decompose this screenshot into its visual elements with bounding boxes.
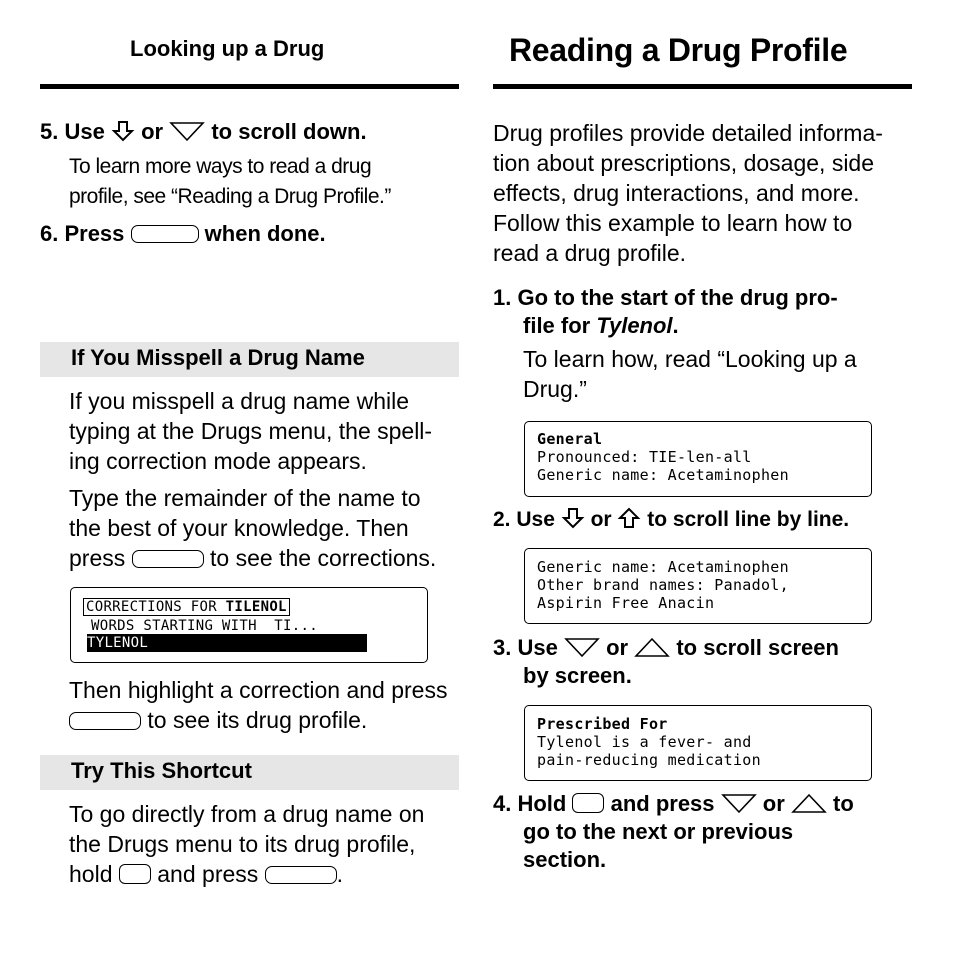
step-6-prefix: 6. Press <box>40 221 125 246</box>
step-1 <box>493 284 838 340</box>
down-triangle-icon <box>169 120 205 142</box>
step-4-line: section. <box>523 847 607 872</box>
misspell-para-line: Type the remainder of the name to <box>69 485 421 511</box>
page-title: Reading a Drug Profile <box>509 32 848 68</box>
step-5-note <box>69 152 391 212</box>
step-4-line <box>493 790 854 818</box>
profile-screen-2 <box>524 548 872 624</box>
step-4-or: or <box>762 791 785 816</box>
profile-screen-1 <box>524 421 872 497</box>
profile-screen-1-line: General <box>537 430 603 448</box>
press-word: press <box>69 545 126 571</box>
corrections-label: CORRECTIONS FOR <box>86 599 226 615</box>
corrections-screen-line-1 <box>83 598 290 616</box>
step-2-suffix: to scroll line by line. <box>647 508 850 531</box>
step-3 <box>493 634 839 690</box>
step-2 <box>493 506 849 534</box>
corrections-screen <box>70 587 428 663</box>
misspell-para-2 <box>69 483 436 573</box>
misspell-heading: If You Misspell a Drug Name <box>71 345 365 370</box>
intro-line: read a drug profile. <box>493 240 687 266</box>
shift-key-icon <box>572 793 604 813</box>
step-4-prefix: 4. Hold <box>493 791 567 816</box>
profile-screen-3-line: Prescribed For <box>537 715 668 733</box>
intro-line: effects, drug interactions, and more. <box>493 180 860 206</box>
step-3-suffix: to scroll screen <box>676 635 839 660</box>
shortcut-para <box>69 799 424 889</box>
step-3-prefix: 3. Use <box>493 635 558 660</box>
step-6 <box>40 220 326 248</box>
step-5-prefix: 5. Use <box>40 119 105 144</box>
step-5-or: or <box>141 119 164 144</box>
shortcut-para-line: the Drugs menu to its drug profile, <box>69 831 416 857</box>
misspell-para-line: Then highlight a correction and press <box>69 677 448 703</box>
right-header-rule <box>493 84 912 89</box>
step-5-note-line: To learn more ways to read a drug <box>69 155 372 178</box>
enter-key-icon <box>132 550 204 568</box>
step-4 <box>493 790 854 874</box>
step-5-note-line: profile, see “Reading a Drug Profile.” <box>69 185 391 208</box>
step-3-line <box>493 634 839 662</box>
misspell-para-line <box>69 705 447 735</box>
misspell-heading-band <box>40 342 459 377</box>
step-1-line: 1. Go to the start of the drug pro- <box>493 285 838 310</box>
step-4-line: go to the next or previous <box>523 819 794 844</box>
hold-word: hold <box>69 861 113 887</box>
and-press-word: and press <box>157 861 259 887</box>
step-1-text: file for <box>523 313 597 338</box>
misspell-para-line: ing correction mode appears. <box>69 448 367 474</box>
intro-line: tion about prescriptions, dosage, side <box>493 150 875 176</box>
step-4-and-press: and press <box>610 791 715 816</box>
down-triangle-icon <box>564 636 600 658</box>
profile-screen-1-line: Generic name: Acetaminophen <box>537 466 789 484</box>
up-triangle-icon <box>634 636 670 658</box>
up-triangle-icon <box>791 792 827 814</box>
intro-line: Drug profiles provide detailed informa- <box>493 120 883 146</box>
enter-key-icon <box>69 712 141 730</box>
enter-key-icon <box>265 866 337 884</box>
profile-screen-3-line: pain-reducing medication <box>537 751 761 769</box>
misspell-para-end: to see the corrections. <box>210 545 437 571</box>
shortcut-end: . <box>336 861 344 887</box>
enter-key-icon <box>131 225 199 243</box>
step-1-line <box>493 312 838 340</box>
step-6-suffix: when done. <box>204 221 326 246</box>
step-3-line: by screen. <box>523 663 632 688</box>
shortcut-para-line: To go directly from a drug name on <box>69 801 425 827</box>
shortcut-heading-band <box>40 755 459 790</box>
intro-line: Follow this example to learn how to <box>493 210 853 236</box>
down-triangle-icon <box>721 792 757 814</box>
step-3-or: or <box>606 635 629 660</box>
step-4-to: to <box>833 791 854 816</box>
step-1-note <box>523 344 857 404</box>
up-arrow-icon <box>617 507 641 529</box>
profile-screen-2-line: Other brand names: Panadol, <box>537 576 789 594</box>
misspell-para-line: the best of your knowledge. Then <box>69 515 409 541</box>
tylenol-italic: Tylenol <box>596 313 673 338</box>
profile-screen-3-line: Tylenol is a fever- and <box>537 733 752 751</box>
corrections-word: TILENOL <box>225 599 287 615</box>
down-arrow-icon <box>111 120 135 142</box>
shortcut-para-line <box>69 859 424 889</box>
intro-para <box>493 118 883 268</box>
left-header-rule <box>40 84 459 89</box>
left-header: Looking up a Drug <box>130 36 325 61</box>
profile-screen-1-line: Pronounced: TIE-len-all <box>537 448 752 466</box>
down-arrow-icon <box>561 507 585 529</box>
misspell-para-end: to see its drug profile. <box>147 707 368 733</box>
misspell-para-1 <box>69 386 432 476</box>
misspell-para-line <box>69 543 436 573</box>
shortcut-heading: Try This Shortcut <box>71 758 252 783</box>
step-2-prefix: 2. Use <box>493 508 555 531</box>
misspell-para-3 <box>69 675 447 735</box>
step-2-or: or <box>590 508 612 531</box>
profile-screen-3 <box>524 705 872 781</box>
step-1-period: . <box>672 313 679 338</box>
misspell-para-line: typing at the Drugs menu, the spell- <box>69 418 433 444</box>
step-5-suffix: to scroll down. <box>211 119 367 144</box>
profile-screen-2-line: Generic name: Acetaminophen <box>537 558 789 576</box>
corrections-screen-line-3: TYLENOL <box>87 634 367 652</box>
shift-key-icon <box>119 864 151 884</box>
step-5 <box>40 118 367 146</box>
misspell-para-line: If you misspell a drug name while <box>69 388 410 414</box>
profile-screen-2-line: Aspirin Free Anacin <box>537 594 715 612</box>
step-1-note-line: To learn how, read “Looking up a <box>523 346 857 372</box>
corrections-screen-line-2: WORDS STARTING WITH TI... <box>91 618 318 634</box>
step-1-note-line: Drug.” <box>523 376 587 402</box>
